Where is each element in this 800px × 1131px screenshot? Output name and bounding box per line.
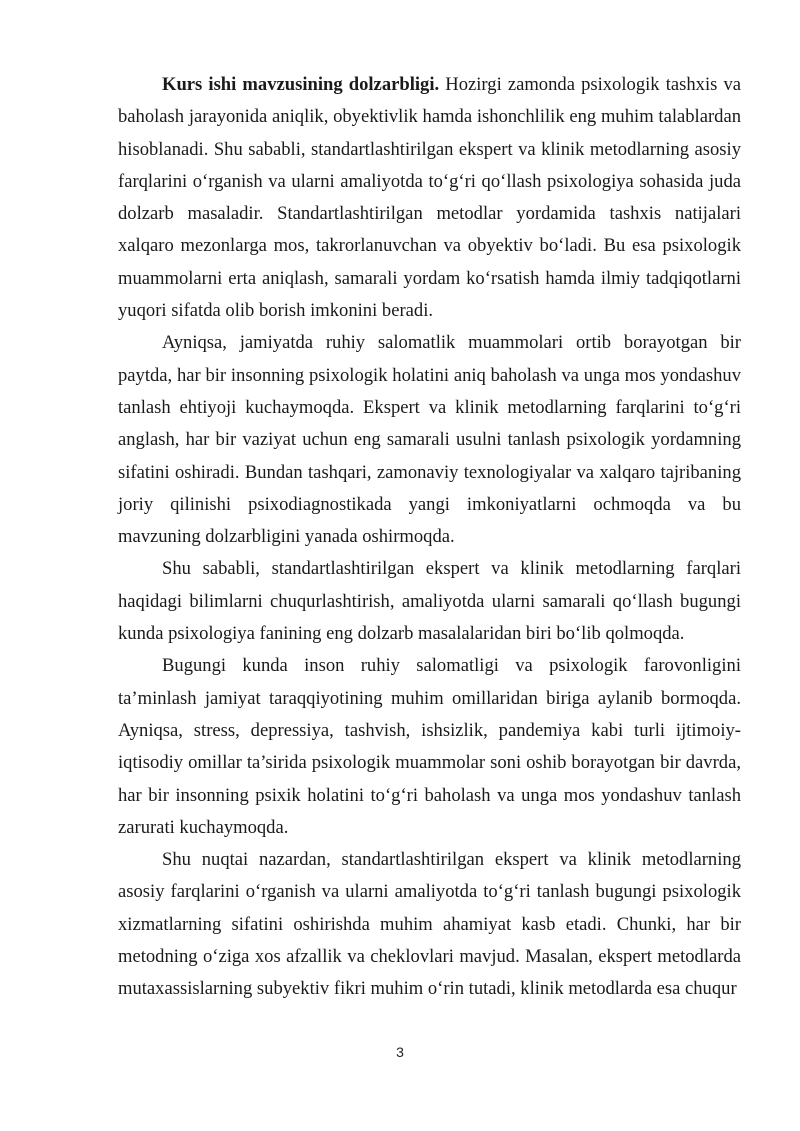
paragraph: Shu nuqtai nazardan, standartlashtirilgan ekspert va klinik metodlarning asosiy farqlarini oʻrganish va ularni amaliyotda toʻgʻri tanlash bugungi psixologik xizmatlarning sifatini oshirishda muhim ahamiyat kasb etadi. Chunki, har bir metodning oʻziga xos afzallik va cheklovlari mavjud. Masalan, ekspert metodlarda mutaxassislarning subyektiv fikri muhim oʻrin tutadi, klinik metodlarda esa chuqur xyxy=(118,849,741,1000)
paragraph: Bugungi kunda inson ruhiy salomatligi va psixologik farovonligini ta’minlash jamiyat taraqqiyotining muhim omillaridan biriga aylanib bormoqda. Ayniqsa, stress, depressiya, tashvish, ishsizlik, pandemiya kabi turli ijtimoiy-iqtisodiy omillar ta’sirida psixologik muammolar soni oshib borayotgan bir davrda, har bir insonning psixik holatini toʻgʻri baholash va unga mos yondashuv tanlash zarurati kuchaymoqda. xyxy=(118,655,741,838)
paragraph: Ayniqsa, jamiyatda ruhiy salomatlik muammolari ortib borayotgan bir paytda, har bir insonning psixologik holatini aniq baholash va unga mos yondashuv tanlash ehtiyoji kuchaymoqda. Ekspert va klinik metodlarning farqlarini toʻgʻri anglash, har bir vaziyat uchun eng samarali usulni tanlash psixologik yordamning sifatini oshiradi. Bundan tashqari, zamonaviy texnologiyalar va xalqaro tajribaning joriy qilinishi psixodiagnostikada yangi imkoniyatlarni ochmoqda va bu mavzuning dolzarbligini yanada oshirmoqda. xyxy=(118,332,741,548)
page-number: 3 xyxy=(396,1044,404,1060)
section-heading: Kurs ishi mavzusining dolzarbligi. xyxy=(162,74,440,95)
paragraph-relevance-intro xyxy=(118,69,741,327)
paragraph-text: Hozirgi zamonda psixologik tashxis va baholash jarayonida aniqlik, obyektivlik hamda ishonchlilik eng muhim talablardan hisoblanadi. Shu sababli, standartlashtirilgan ekspert va klinik metodlarning asosiy farqlarini oʻrganish va ularni amaliyotda toʻgʻri qoʻllash psixologiya sohasida juda dolzarb masaladir. Standartlashtirilgan metodlar yordamida tashxis natijalari xalqaro mezonlarga mos, takrorlanuvchan va obyektiv boʻladi. Bu esa psixologik muammolarni erta aniqlash, samarali yordam koʻrsatish hamda ilmiy tadqiqotlarni yuqori sifatda olib borish imkonini beradi. xyxy=(118,74,742,322)
paragraph: Shu sababli, standartlashtirilgan ekspert va klinik metodlarning farqlari haqidagi bilimlarni chuqurlashtirish, amaliyotda ularni samarali qoʻllash bugungi kunda psixologiya fanining eng dolzarb masalalaridan biri boʻlib qolmoqda. xyxy=(118,558,741,645)
body-text xyxy=(118,69,741,1006)
